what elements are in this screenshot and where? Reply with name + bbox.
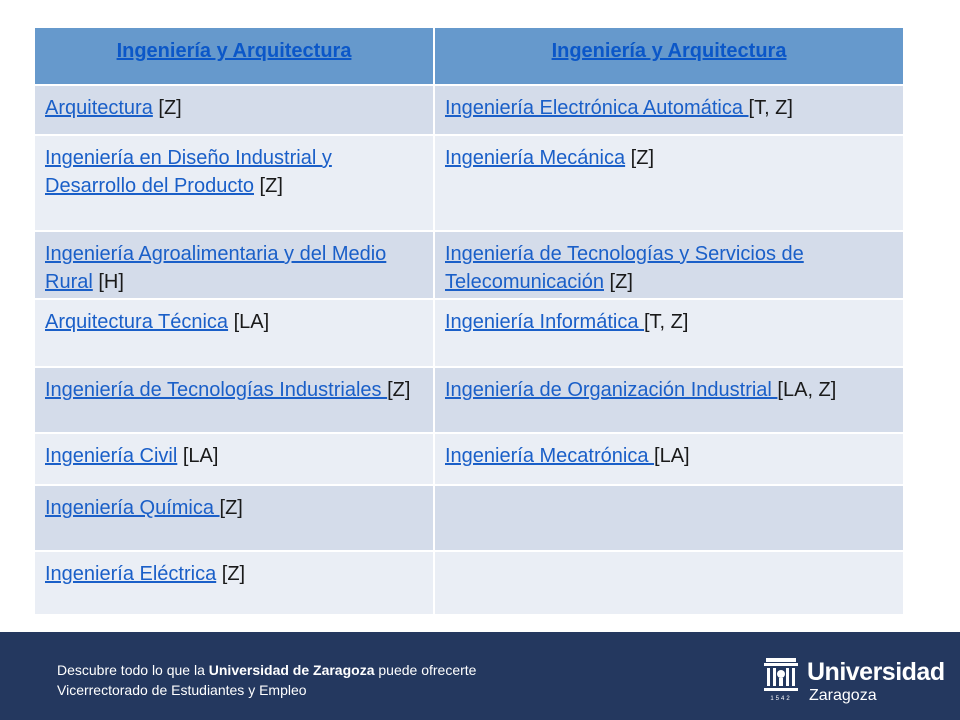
table-row <box>34 485 904 551</box>
degree-link[interactable]: Arquitectura Técnica <box>45 311 229 333</box>
degree-link[interactable]: Ingeniería de Tecnologías Industriales <box>45 379 388 401</box>
degree-cell <box>34 299 434 367</box>
degree-link[interactable]: Ingeniería de Organización Industrial <box>445 379 778 401</box>
header-cell-right <box>434 27 904 85</box>
degree-cell <box>34 135 434 231</box>
degree-cell <box>434 85 904 135</box>
empty-cell <box>434 485 904 551</box>
header-link-right[interactable]: Ingeniería y Arquitectura <box>551 40 787 62</box>
table-row <box>34 299 904 367</box>
degree-link[interactable]: Ingeniería Mecánica <box>445 147 626 169</box>
degree-link[interactable]: Ingeniería Electrónica Automática <box>445 97 749 119</box>
university-crest-icon <box>763 656 799 702</box>
logo-year: 1542 <box>770 696 792 702</box>
footer-university-name: Universidad de Zaragoza <box>208 662 375 678</box>
degree-cell <box>34 433 434 485</box>
table-row <box>34 85 904 135</box>
campus-code: [Z] <box>603 271 633 293</box>
degree-link[interactable]: Ingeniería en Diseño Industrial y Desarrollo del Producto <box>45 147 332 197</box>
logo-word-zaragoza: Zaragoza <box>809 687 877 704</box>
campus-code: [Z] <box>254 175 283 197</box>
campus-code: [Z] <box>625 147 654 169</box>
degree-cell <box>34 231 434 299</box>
footer-bar <box>0 632 960 720</box>
degree-link[interactable]: Ingeniería Agroalimentaria y del Medio Rural <box>45 243 387 293</box>
campus-code: [Z] <box>387 379 411 401</box>
degree-link[interactable]: Ingeniería de Tecnologías y Servicios de Telecomunicación <box>445 243 804 293</box>
table-row <box>34 231 904 299</box>
degree-cell <box>34 85 434 135</box>
degree-link[interactable]: Ingeniería Civil <box>45 445 178 467</box>
campus-code: [LA] <box>177 445 219 467</box>
degree-cell <box>434 367 904 433</box>
university-logo[interactable] <box>763 648 945 710</box>
empty-cell <box>434 551 904 615</box>
degree-link[interactable]: Arquitectura <box>45 97 153 119</box>
degree-cell <box>434 231 904 299</box>
campus-code: [LA, Z] <box>777 379 837 401</box>
logo-word-universidad: Universidad <box>807 658 945 686</box>
footer-line1-prefix: Descubre todo lo que la <box>57 662 209 678</box>
footer-text <box>57 660 476 700</box>
campus-code: [T, Z] <box>644 311 689 333</box>
degree-link[interactable]: Ingeniería Informática <box>445 311 644 333</box>
degree-cell <box>434 299 904 367</box>
degree-cell <box>434 135 904 231</box>
degree-cell <box>34 551 434 615</box>
degree-cell <box>434 433 904 485</box>
degree-cell <box>34 367 434 433</box>
footer-line-2: Vicerrectorado de Estudiantes y Empleo <box>57 682 307 698</box>
degree-link[interactable]: Ingeniería Mecatrónica <box>445 445 655 467</box>
campus-code: [Z] <box>219 497 243 519</box>
campus-code: [Z] <box>152 97 182 119</box>
campus-code: [LA] <box>654 445 690 467</box>
campus-code: [H] <box>92 271 124 293</box>
header-cell-left <box>34 27 434 85</box>
header-link-left[interactable]: Ingeniería y Arquitectura <box>116 40 352 62</box>
degree-link[interactable]: Ingeniería Química <box>45 497 220 519</box>
footer-line1-suffix: puede ofrecerte <box>374 662 477 678</box>
table-row <box>34 135 904 231</box>
campus-code: [Z] <box>216 563 246 585</box>
table-header-row <box>34 27 904 85</box>
campus-code: [T, Z] <box>748 97 793 119</box>
degrees-table <box>33 26 905 616</box>
table-row <box>34 433 904 485</box>
degree-cell <box>34 485 434 551</box>
degree-link[interactable]: Ingeniería Eléctrica <box>45 563 217 585</box>
footer-line-1 <box>57 660 476 680</box>
campus-code: [LA] <box>228 311 270 333</box>
table-row <box>34 551 904 615</box>
table-row <box>34 367 904 433</box>
